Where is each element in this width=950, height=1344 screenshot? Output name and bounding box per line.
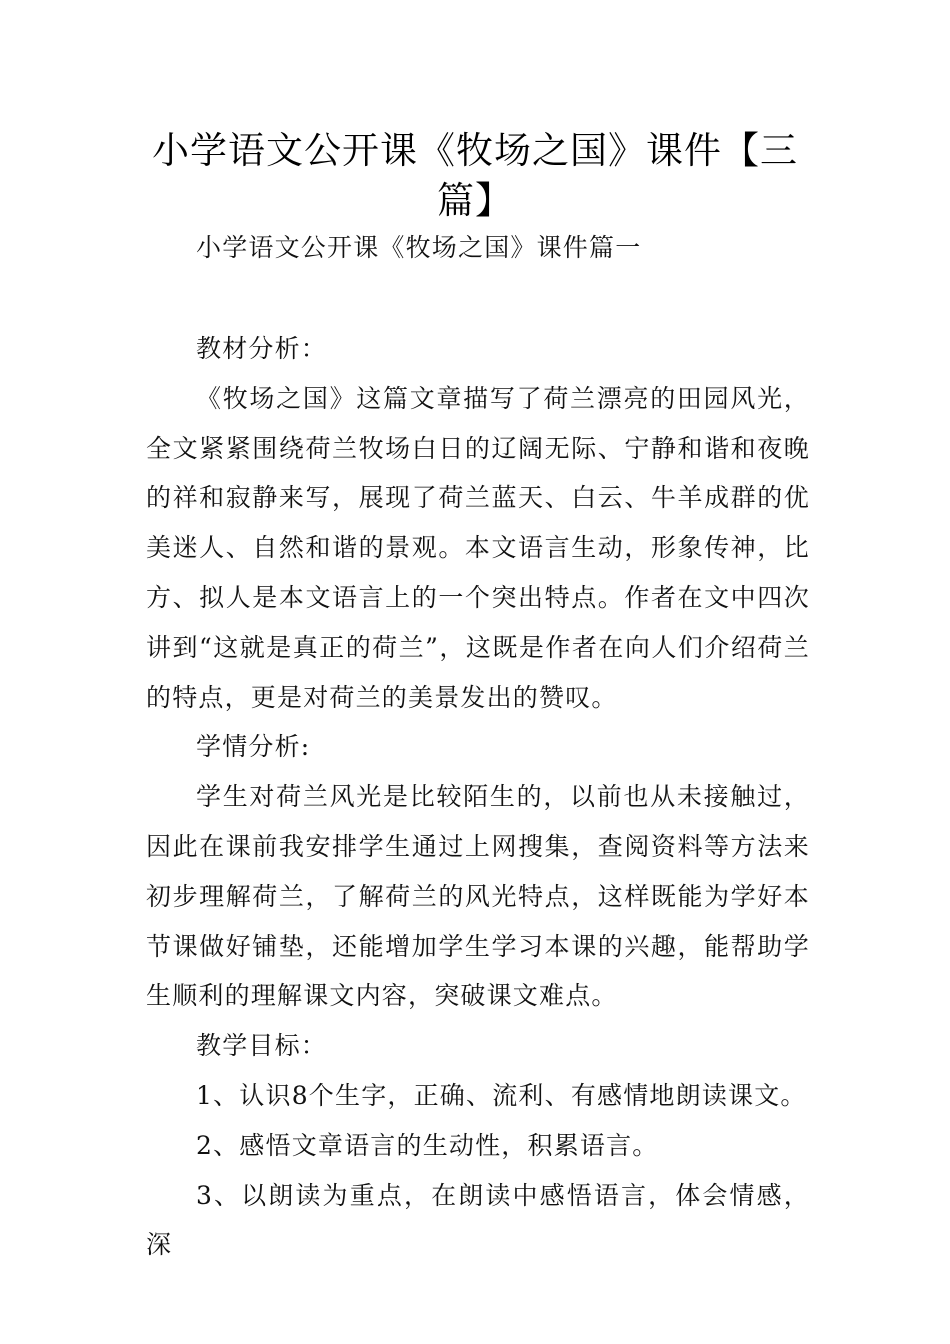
goal-item-1: 1、认识8个生字，正确、流利、有感情地朗读课文。 [196,1080,807,1110]
document-body [146,324,810,1270]
paragraph-student-analysis: 学生对荷兰风光是比较陌生的，以前也从未接触过，因此在课前我安排学生通过上网搜集，查阅资料等方法来初步理解荷兰，了解荷兰的风光特点，这样既能为学好本节课做好铺垫，还能增加学生学习本课的兴趣，能帮助学生顺利的理解课文内容，突破课文难点。 [146,782,810,1011]
paragraph-textbook-analysis: 《牧场之国》这篇文章描写了荷兰漂亮的田园风光，全文紧紧围绕荷兰牧场白日的辽阔无际、宁静和谐和夜晚的祥和寂静来写，展现了荷兰蓝天、白云、牛羊成群的优美迷人、自然和谐的景观。本文语言生动，形象传神，比方、拟人是本文语言上的一个突出特点。作者在文中四次讲到“这就是真正的荷兰”，这既是作者在向人们介绍荷兰的特点，更是对荷兰的美景发出的赞叹。 [146,383,810,712]
goal-item-3: 3、以朗读为重点，在朗读中感悟语言，体会情感，深 [146,1180,810,1260]
section-heading-textbook-analysis: 教材分析： [196,334,328,363]
goal-item-2: 2、感悟文章语言的生动性，积累语言。 [196,1130,659,1160]
document-subtitle: 小学语文公开课《牧场之国》课件篇一 [196,233,642,262]
section-heading-student-analysis: 学情分析: [196,732,311,762]
section-heading-teaching-goals: 教学目标： [196,1031,328,1061]
document-title: 小学语文公开课《牧场之国》课件【三篇】 [152,129,798,222]
